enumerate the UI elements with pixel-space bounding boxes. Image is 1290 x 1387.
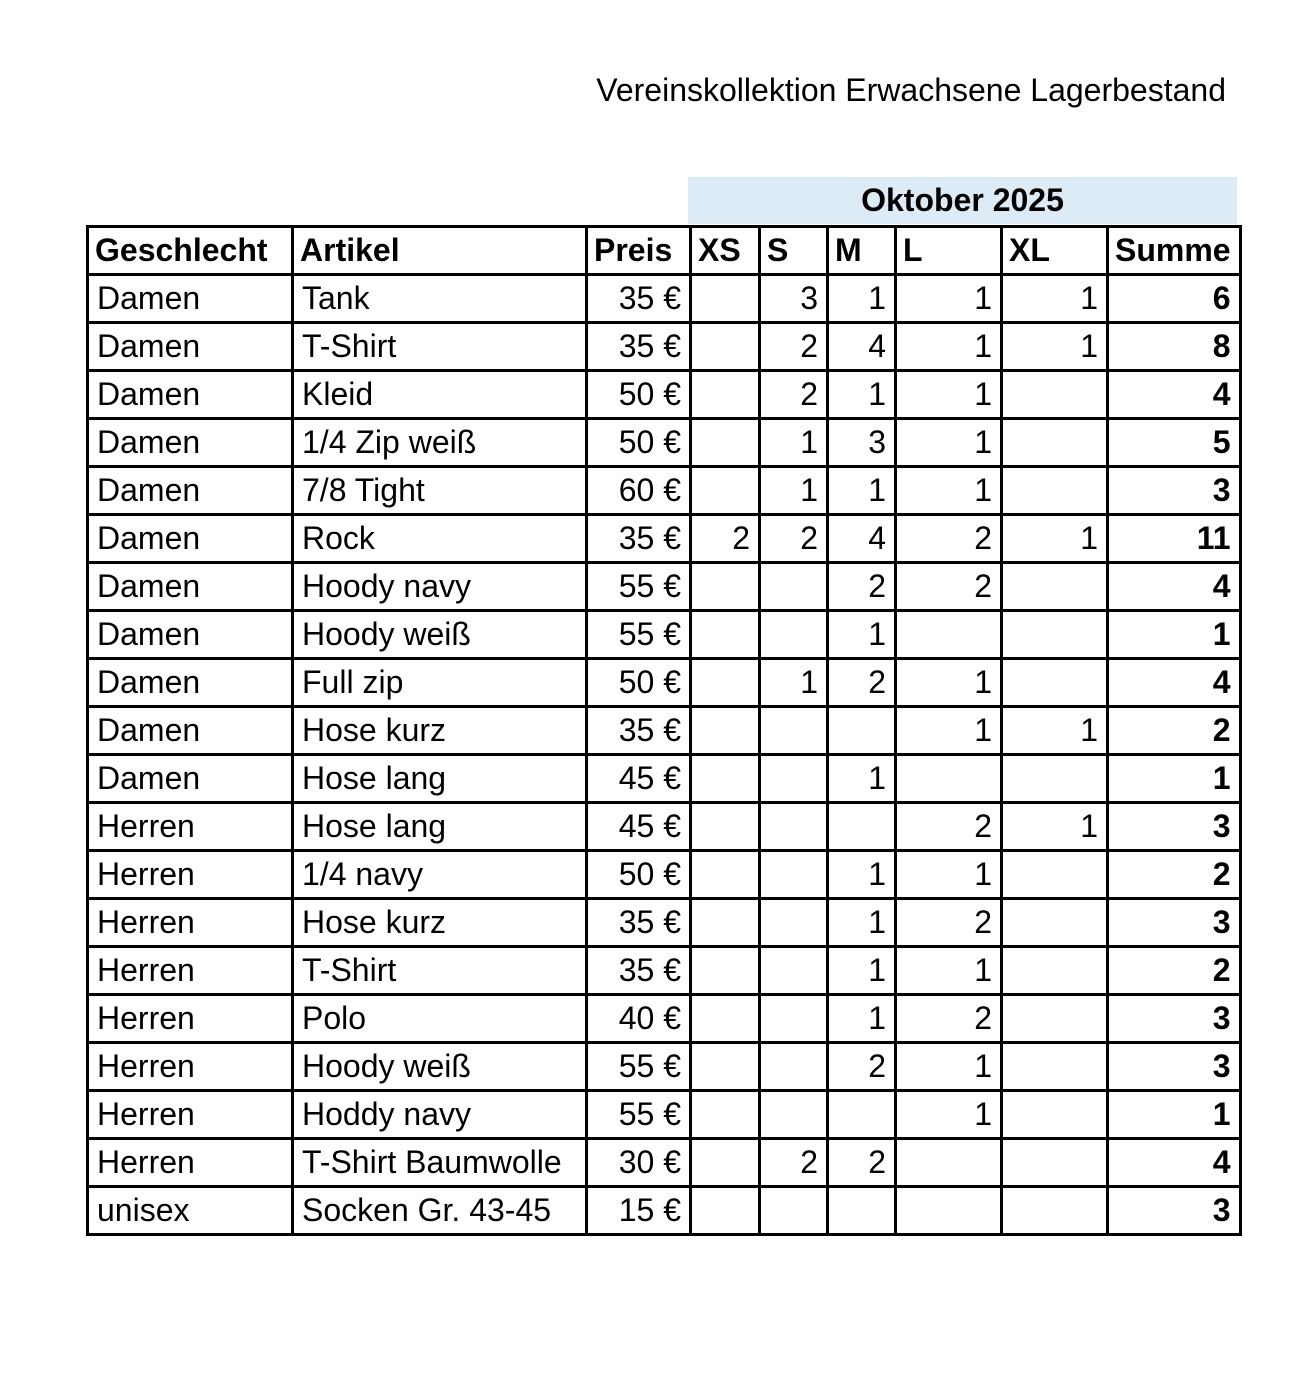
- cell-preis: 35 €: [587, 947, 691, 995]
- cell-geschlecht: Damen: [88, 371, 293, 419]
- header-size-xs: XS: [691, 227, 760, 275]
- cell-size-xl: 1: [1002, 515, 1108, 563]
- table-row: [88, 275, 1241, 323]
- cell-summe: 6: [1108, 275, 1241, 323]
- table-row: [88, 467, 1241, 515]
- cell-size-s: [760, 755, 828, 803]
- cell-size-m: 2: [828, 1043, 896, 1091]
- table-row: [88, 1187, 1241, 1235]
- cell-size-xl: [1002, 1139, 1108, 1187]
- period-header: Oktober 2025: [688, 177, 1237, 224]
- cell-size-xs: [691, 1139, 760, 1187]
- header-row: [88, 227, 1241, 275]
- cell-artikel: Hose lang: [293, 755, 587, 803]
- cell-size-s: [760, 1043, 828, 1091]
- table-row: [88, 563, 1241, 611]
- cell-size-s: [760, 1091, 828, 1139]
- cell-size-m: 4: [828, 323, 896, 371]
- cell-preis: 50 €: [587, 419, 691, 467]
- cell-size-xs: [691, 803, 760, 851]
- cell-size-m: 3: [828, 419, 896, 467]
- cell-summe: 4: [1108, 371, 1241, 419]
- cell-size-l: [896, 1187, 1002, 1235]
- cell-size-s: 2: [760, 323, 828, 371]
- header-size-xl: XL: [1002, 227, 1108, 275]
- cell-summe: 11: [1108, 515, 1241, 563]
- cell-size-s: [760, 851, 828, 899]
- cell-preis: 30 €: [587, 1139, 691, 1187]
- table-row: [88, 1139, 1241, 1187]
- cell-size-xl: [1002, 1091, 1108, 1139]
- cell-size-m: 1: [828, 899, 896, 947]
- cell-preis: 50 €: [587, 659, 691, 707]
- cell-artikel: Hoody weiß: [293, 1043, 587, 1091]
- cell-summe: 3: [1108, 1187, 1241, 1235]
- cell-size-xs: [691, 371, 760, 419]
- cell-size-m: [828, 1187, 896, 1235]
- cell-size-xl: [1002, 1187, 1108, 1235]
- header-size-m: M: [828, 227, 896, 275]
- cell-summe: 2: [1108, 851, 1241, 899]
- cell-size-s: 2: [760, 1139, 828, 1187]
- cell-size-l: 1: [896, 659, 1002, 707]
- cell-size-s: 1: [760, 467, 828, 515]
- cell-size-l: 2: [896, 563, 1002, 611]
- cell-size-s: 2: [760, 515, 828, 563]
- header-artikel: Artikel: [293, 227, 587, 275]
- cell-size-m: 1: [828, 467, 896, 515]
- cell-geschlecht: Herren: [88, 803, 293, 851]
- cell-artikel: 1/4 navy: [293, 851, 587, 899]
- cell-artikel: T-Shirt: [293, 323, 587, 371]
- header-preis: Preis: [587, 227, 691, 275]
- cell-preis: 55 €: [587, 611, 691, 659]
- cell-artikel: T-Shirt Baumwolle: [293, 1139, 587, 1187]
- cell-preis: 35 €: [587, 275, 691, 323]
- cell-preis: 45 €: [587, 755, 691, 803]
- cell-size-m: 4: [828, 515, 896, 563]
- cell-size-xs: [691, 995, 760, 1043]
- cell-size-l: 1: [896, 371, 1002, 419]
- table-row: [88, 371, 1241, 419]
- cell-size-xs: [691, 1043, 760, 1091]
- header-geschlecht: Geschlecht: [88, 227, 293, 275]
- cell-geschlecht: Damen: [88, 707, 293, 755]
- cell-preis: 45 €: [587, 803, 691, 851]
- cell-geschlecht: Herren: [88, 995, 293, 1043]
- cell-summe: 5: [1108, 419, 1241, 467]
- cell-size-l: 1: [896, 275, 1002, 323]
- cell-size-xs: [691, 323, 760, 371]
- cell-artikel: Hose lang: [293, 803, 587, 851]
- cell-artikel: Hoddy navy: [293, 1091, 587, 1139]
- cell-artikel: Polo: [293, 995, 587, 1043]
- table-row: [88, 707, 1241, 755]
- cell-geschlecht: Damen: [88, 659, 293, 707]
- cell-size-l: 1: [896, 419, 1002, 467]
- header-size-s: S: [760, 227, 828, 275]
- cell-geschlecht: Damen: [88, 275, 293, 323]
- cell-size-l: 1: [896, 947, 1002, 995]
- cell-size-xl: [1002, 611, 1108, 659]
- cell-summe: 2: [1108, 947, 1241, 995]
- table-row: [88, 947, 1241, 995]
- cell-size-m: 1: [828, 371, 896, 419]
- cell-size-xl: 1: [1002, 803, 1108, 851]
- table-row: [88, 419, 1241, 467]
- cell-size-l: 2: [896, 995, 1002, 1043]
- cell-artikel: Hoody weiß: [293, 611, 587, 659]
- cell-size-s: [760, 995, 828, 1043]
- cell-size-s: 3: [760, 275, 828, 323]
- cell-size-m: 1: [828, 755, 896, 803]
- cell-size-xl: 1: [1002, 323, 1108, 371]
- cell-size-l: [896, 755, 1002, 803]
- cell-artikel: 1/4 Zip weiß: [293, 419, 587, 467]
- cell-geschlecht: Damen: [88, 611, 293, 659]
- cell-size-s: [760, 899, 828, 947]
- cell-size-l: [896, 611, 1002, 659]
- cell-size-xs: [691, 899, 760, 947]
- cell-size-xs: [691, 611, 760, 659]
- cell-size-s: [760, 803, 828, 851]
- cell-artikel: Hose kurz: [293, 899, 587, 947]
- cell-size-xs: [691, 419, 760, 467]
- table-row: [88, 611, 1241, 659]
- cell-size-s: [760, 1187, 828, 1235]
- cell-geschlecht: Herren: [88, 1139, 293, 1187]
- cell-size-xl: [1002, 371, 1108, 419]
- cell-summe: 4: [1108, 563, 1241, 611]
- cell-size-l: 1: [896, 1091, 1002, 1139]
- cell-size-s: [760, 947, 828, 995]
- cell-summe: 3: [1108, 1043, 1241, 1091]
- cell-preis: 35 €: [587, 515, 691, 563]
- table-row: [88, 995, 1241, 1043]
- cell-geschlecht: unisex: [88, 1187, 293, 1235]
- cell-artikel: T-Shirt: [293, 947, 587, 995]
- cell-size-s: [760, 611, 828, 659]
- cell-preis: 60 €: [587, 467, 691, 515]
- cell-preis: 15 €: [587, 1187, 691, 1235]
- cell-size-m: 2: [828, 563, 896, 611]
- cell-preis: 35 €: [587, 323, 691, 371]
- cell-preis: 55 €: [587, 563, 691, 611]
- cell-geschlecht: Herren: [88, 851, 293, 899]
- cell-size-m: [828, 803, 896, 851]
- cell-size-s: 2: [760, 371, 828, 419]
- cell-preis: 50 €: [587, 851, 691, 899]
- cell-size-m: 1: [828, 611, 896, 659]
- cell-summe: 2: [1108, 707, 1241, 755]
- cell-artikel: Socken Gr. 43-45: [293, 1187, 587, 1235]
- cell-size-xs: [691, 563, 760, 611]
- cell-size-s: 1: [760, 419, 828, 467]
- cell-artikel: Hoody navy: [293, 563, 587, 611]
- cell-size-xl: 1: [1002, 275, 1108, 323]
- cell-size-xl: [1002, 851, 1108, 899]
- cell-preis: 40 €: [587, 995, 691, 1043]
- cell-artikel: Kleid: [293, 371, 587, 419]
- cell-size-xs: 2: [691, 515, 760, 563]
- table-row: [88, 515, 1241, 563]
- cell-preis: 35 €: [587, 707, 691, 755]
- cell-size-xl: 1: [1002, 707, 1108, 755]
- cell-geschlecht: Damen: [88, 419, 293, 467]
- cell-geschlecht: Herren: [88, 1043, 293, 1091]
- cell-size-xs: [691, 851, 760, 899]
- cell-geschlecht: Herren: [88, 1091, 293, 1139]
- cell-size-xl: [1002, 659, 1108, 707]
- cell-size-l: 1: [896, 851, 1002, 899]
- cell-geschlecht: Damen: [88, 563, 293, 611]
- inventory-table: [86, 225, 1242, 1236]
- cell-size-xl: [1002, 1043, 1108, 1091]
- table-row: [88, 1091, 1241, 1139]
- cell-summe: 3: [1108, 467, 1241, 515]
- cell-size-l: [896, 1139, 1002, 1187]
- cell-size-m: 1: [828, 275, 896, 323]
- cell-size-xs: [691, 947, 760, 995]
- cell-size-l: 2: [896, 899, 1002, 947]
- cell-summe: 3: [1108, 899, 1241, 947]
- cell-size-xl: [1002, 419, 1108, 467]
- cell-size-xs: [691, 467, 760, 515]
- cell-size-xs: [691, 659, 760, 707]
- cell-summe: 3: [1108, 995, 1241, 1043]
- cell-preis: 55 €: [587, 1043, 691, 1091]
- cell-size-xl: [1002, 563, 1108, 611]
- cell-size-m: 1: [828, 851, 896, 899]
- cell-geschlecht: Herren: [88, 899, 293, 947]
- cell-size-m: [828, 1091, 896, 1139]
- header-summe: Summe: [1108, 227, 1241, 275]
- cell-size-m: [828, 707, 896, 755]
- table-row: [88, 899, 1241, 947]
- cell-geschlecht: Damen: [88, 755, 293, 803]
- cell-summe: 1: [1108, 1091, 1241, 1139]
- cell-geschlecht: Damen: [88, 515, 293, 563]
- cell-size-m: 2: [828, 1139, 896, 1187]
- document-title: Vereinskollektion Erwachsene Lagerbestand: [596, 72, 1226, 108]
- cell-size-xs: [691, 707, 760, 755]
- cell-artikel: Tank: [293, 275, 587, 323]
- cell-geschlecht: Damen: [88, 467, 293, 515]
- cell-artikel: Hose kurz: [293, 707, 587, 755]
- cell-size-xl: [1002, 995, 1108, 1043]
- cell-size-xl: [1002, 755, 1108, 803]
- cell-geschlecht: Herren: [88, 947, 293, 995]
- table-row: [88, 851, 1241, 899]
- cell-summe: 1: [1108, 611, 1241, 659]
- header-size-l: L: [896, 227, 1002, 275]
- cell-size-l: 1: [896, 707, 1002, 755]
- cell-size-xs: [691, 755, 760, 803]
- cell-preis: 55 €: [587, 1091, 691, 1139]
- cell-size-xl: [1002, 467, 1108, 515]
- cell-size-l: 2: [896, 803, 1002, 851]
- cell-preis: 50 €: [587, 371, 691, 419]
- cell-size-s: [760, 707, 828, 755]
- cell-summe: 8: [1108, 323, 1241, 371]
- cell-artikel: 7/8 Tight: [293, 467, 587, 515]
- cell-artikel: Rock: [293, 515, 587, 563]
- cell-summe: 4: [1108, 659, 1241, 707]
- cell-size-l: 2: [896, 515, 1002, 563]
- cell-size-s: [760, 563, 828, 611]
- cell-size-m: 1: [828, 995, 896, 1043]
- table-row: [88, 659, 1241, 707]
- cell-size-l: 1: [896, 323, 1002, 371]
- cell-size-s: 1: [760, 659, 828, 707]
- table-row: [88, 1043, 1241, 1091]
- cell-size-m: 1: [828, 947, 896, 995]
- cell-artikel: Full zip: [293, 659, 587, 707]
- cell-size-xl: [1002, 947, 1108, 995]
- table-row: [88, 755, 1241, 803]
- cell-summe: 4: [1108, 1139, 1241, 1187]
- cell-geschlecht: Damen: [88, 323, 293, 371]
- cell-summe: 1: [1108, 755, 1241, 803]
- cell-size-l: 1: [896, 1043, 1002, 1091]
- cell-size-l: 1: [896, 467, 1002, 515]
- cell-size-xs: [691, 1187, 760, 1235]
- cell-size-xs: [691, 275, 760, 323]
- cell-preis: 35 €: [587, 899, 691, 947]
- cell-summe: 3: [1108, 803, 1241, 851]
- table-row: [88, 323, 1241, 371]
- cell-size-m: 2: [828, 659, 896, 707]
- table-row: [88, 803, 1241, 851]
- cell-size-xl: [1002, 899, 1108, 947]
- cell-size-xs: [691, 1091, 760, 1139]
